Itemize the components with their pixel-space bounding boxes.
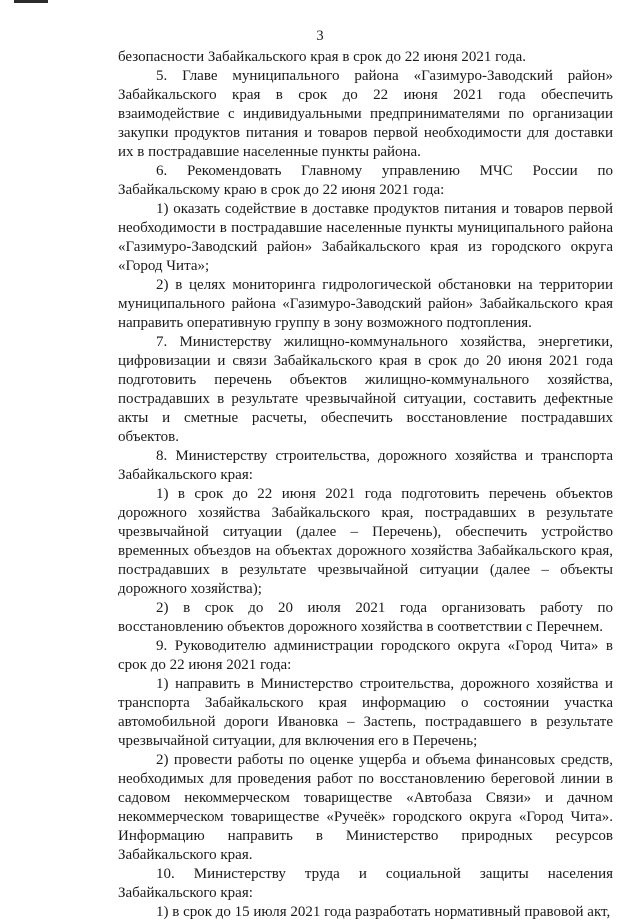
paragraph-item-9: 9. Руководителю администрации городского округа «Город Чита» в срок до 22 июня 2021 года: [118, 638, 613, 673]
top-edge-mark [14, 0, 48, 3]
paragraph-item-6-sub-1: 1) оказать содействие в доставке продуктов питания и товаров первой необходимости в пострадавшие населенные пункты муниципального района «Газимуро-Заводский район» Забайкальского края из городского округа «Город Чита»; [118, 201, 613, 274]
paragraph-item-7: 7. Министерству жилищно-коммунального хозяйства, энергетики, цифровизации и связи Забайкальского края в срок до 20 июня 2021 года подготовить перечень объектов жилищно-коммунального хозяйства, пострадавших в результате чрезвычайной ситуации, составить дефектные акты и сметные расчеты, обеспечить восстановление пострадавших объектов. [118, 334, 613, 445]
document-body [118, 48, 613, 922]
paragraph-continuation: безопасности Забайкальского края в срок до 22 июня 2021 года. [118, 49, 527, 65]
paragraph-item-6: 6. Рекомендовать Главному управлению МЧС России по Забайкальскому краю в срок до 22 июня 2021 года: [118, 163, 613, 198]
paragraph-item-8-sub-2: 2) в срок до 20 июля 2021 года организовать работу по восстановлению объектов дорожного хозяйства в соответствии с Перечнем. [118, 600, 613, 635]
paragraph-item-10: 10. Министерству труда и социальной защиты населения Забайкальского края: [118, 866, 613, 901]
paragraph-item-9-sub-2: 2) провести работы по оценке ущерба и объема финансовых средств, необходимых для проведения работ по восстановлению береговой линии в садовом некоммерческом товариществе «Автобаза Связи» и дачном некоммерческом товариществе «Ручеёк» городского округа «Город Чита». Информацию направить в Министерство природных ресурсов Забайкальского края. [118, 752, 613, 863]
paragraph-item-8-sub-1: 1) в срок до 22 июня 2021 года подготовить перечень объектов дорожного хозяйства Забайкальского края, пострадавших в результате чрезвычайной ситуации (далее – Перечень), обеспечить устройство временных объездов на объектах дорожного хозяйства Забайкальского края, пострадавших в результате чрезвычайной ситуации (далее – объекты дорожного хозяйства); [118, 486, 613, 597]
paragraph-item-8: 8. Министерству строительства, дорожного хозяйства и транспорта Забайкальского края: [118, 448, 613, 483]
paragraph-item-10-sub-1: 1) в срок до 15 июля 2021 года разработать нормативный правовой акт, [156, 904, 611, 920]
page-number: 3 [316, 28, 324, 44]
paragraph-item-6-sub-2: 2) в целях мониторинга гидрологической обстановки на территории муниципального района «Газимуро-Заводский район» Забайкальского края направить оперативную группу в зону возможного подтопления. [118, 277, 613, 331]
paragraph-item-5: 5. Главе муниципального района «Газимуро-Заводский район» Забайкальского края в срок до 22 июня 2021 года обеспечить взаимодействие с индивидуальными предпринимателями по организации закупки продуктов питания и товаров первой необходимости для доставки их в пострадавшие населенные пункты района. [118, 68, 613, 160]
paragraph-item-9-sub-1: 1) направить в Министерство строительства, дорожного хозяйства и транспорта Забайкальского края информацию о состоянии участка автомобильной дороги Ивановка – Застепь, пострадавшего в результате чрезвычайной ситуации, для включения его в Перечень; [118, 676, 613, 749]
